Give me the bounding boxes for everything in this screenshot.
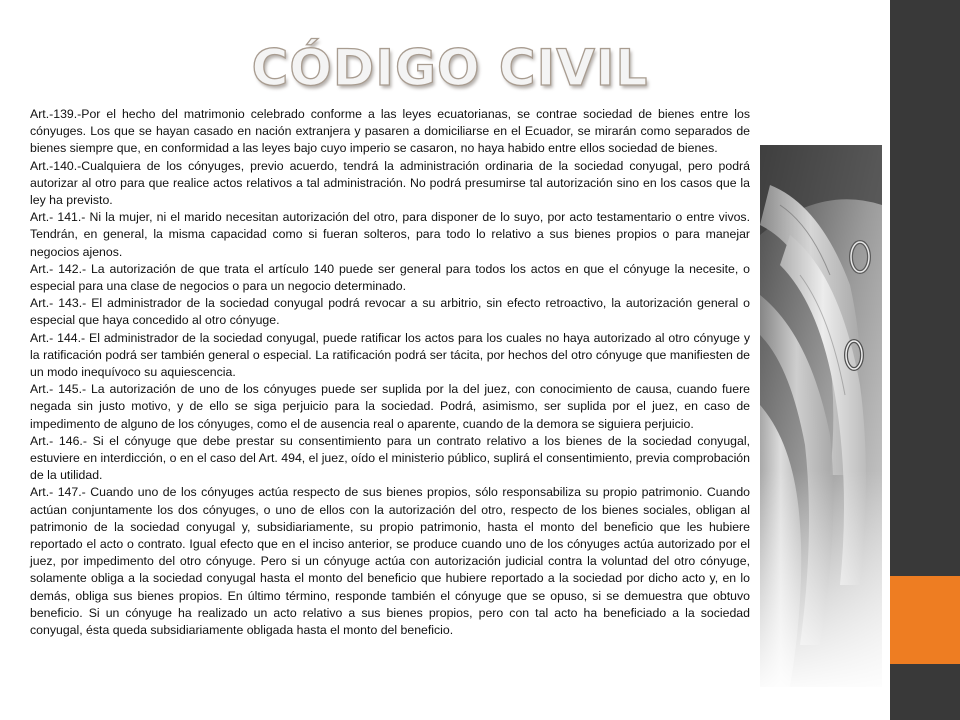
article-146: Art.- 146.- Si el cónyuge que debe prestar su consentimiento para un contrato relativo a los bienes de la sociedad conyugal, estuviere en interdicción, o en el caso del Art. 494, el juez, oído el ministerio público, suplirá el consentimiento, previa comprobación de la utilidad.: [30, 433, 750, 483]
slide-title: CÓDIGO CIVIL: [251, 39, 649, 97]
wedding-hands-photo: [760, 145, 882, 687]
article-141: Art.- 141.- Ni la mujer, ni el marido necesitan autorización del otro, para disponer de lo suyo, por acto testamentario o entre vivos. Tendrán, en general, la misma capacidad como si fueran solteros, para todo lo relativo a sus bienes propios o para manejar negocios ajenos.: [30, 210, 750, 259]
article-143: Art.- 143.- El administrador de la sociedad conyugal podrá revocar a su arbitrio, sin efecto retroactivo, la autorización general o especial que haya concedido al otro cónyuge.: [30, 296, 750, 328]
orange-accent-block: [890, 576, 960, 664]
article-142: Art.- 142.- La autorización de que trata el artículo 140 puede ser general para todos los actos en que el cónyuge la necesite, o especial para una clase de negocios o para un negocio determinado.: [30, 261, 750, 294]
article-139: Art.-139.-Por el hecho del matrimonio celebrado conforme a las leyes ecuatorianas, se contrae sociedad de bienes entre los cónyuges. Los que se hayan casado en nación extranjera y pasaren a domiciliarse en el Ecuador, se mirarán como separados de bienes siempre que, en conformidad a las leyes bajo cuyo imperio se casaron, no haya habido entre ellos sociedad de bienes.: [30, 107, 750, 156]
article-144: Art.- 144.- El administrador de la sociedad conyugal, puede ratificar los actos para los cuales no haya autorizado al otro cónyuge y la ratificación podrá ser también general o especial. La ratificación podrá ser tácita, por hechos del otro cónyuge que manifiesten de un modo inequívoco su aquiescencia.: [30, 330, 750, 380]
article-147: Art.- 147.- Cuando uno de los cónyuges actúa respecto de sus bienes propios, sólo responsabiliza su propio patrimonio. Cuando actúan conjuntamente los dos cónyuges, o uno de ellos con la autorización del otro, respecto de los bienes sociales, obligan al patrimonio de la sociedad conyugal y, subsidiariamente, su propio patrimonio, hasta el monto del beneficio que les hubiere reportado el acto o contrato. Igual efecto que en el inciso anterior, se produce cuando uno de los cónyuges actúa autorizado por el juez, por impedimento del otro cónyuge. Pero si un cónyuge actúa con autorización judicial contra la voluntad del otro cónyuge, solamente obliga a la sociedad conyugal hasta el monto del beneficio que hubiere reportado a la sociedad por dicho acto y, en lo demás, obliga sus bienes propios. En último término, responde también el cónyuge que se opuso, si se demuestra que obtuvo beneficio. Si un cónyuge ha realizado un acto relativo a sus bienes propios, pero con tal acto ha beneficiado a la sociedad conyugal, ésta queda subsidiariamente obligada hasta el monto del beneficio.: [30, 485, 750, 638]
article-145: Art.- 145.- La autorización de uno de los cónyuges puede ser suplida por la del juez, con conocimiento de causa, cuando fuere negada sin justo motivo, y de ello se siga perjuicio para la sociedad. Podrá, asimismo, ser suplida por el juez, en caso de impedimento de alguno de los cónyuges, como el de ausencia real o aparente, cuando de la demora se siguiera perjuicio.: [30, 382, 750, 431]
articles-text: [30, 106, 750, 639]
article-140: Art.-140.-Cualquiera de los cónyuges, previo acuerdo, tendrá la administración ordinaria de la sociedad conyugal, pero podrá autorizar al otro para que realice actos relativos a tal administración. No podrá presumirse tal autorización sino en los casos que la ley ha previsto.: [30, 158, 750, 208]
